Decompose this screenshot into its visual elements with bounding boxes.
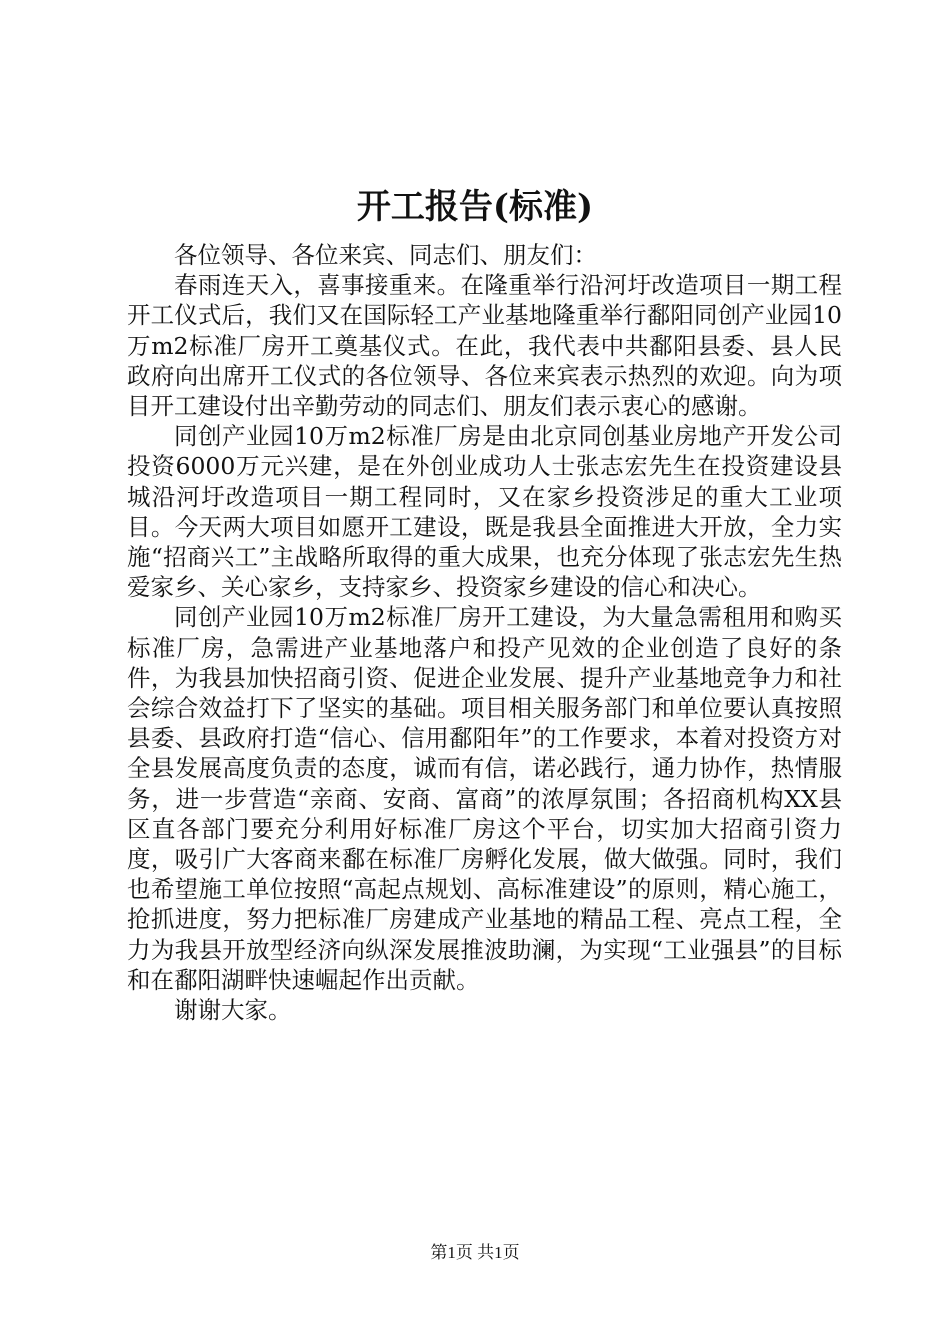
page-footer: 第1页 共1页 bbox=[430, 1243, 520, 1262]
salutation-paragraph: 各位领导、各位来宾、同志们、朋友们： bbox=[174, 241, 597, 269]
closing-paragraph: 谢谢大家。 bbox=[174, 996, 292, 1025]
body-paragraph: 同创产业园10万m2标准厂房是由北京同创基业房地产开发公司投资6000万元兴建，是在外创业成功人士张志宏先生在投资建设县城沿河圩改造项目一期工程同时，又在家乡投资涉足的重大工业项目。今天两大项目如愿开工建设，既是我县全面推进大开放，全力实施“招商兴工”主战略所取得的重大成果，也充分体现了张志宏先生热爱家乡、关心家乡，支持家乡、投资家乡建设的信心和决心。 bbox=[127, 422, 842, 602]
body-paragraph: 春雨连天入，喜事接重来。在隆重举行沿河圩改造项目一期工程开工仪式后，我们又在国际轻工产业基地隆重举行鄱阳同创产业园10万m2标准厂房开工奠基仪式。在此，我代表中共鄱阳县委、县人民政府向出席开工仪式的各位领导、各位来宾表示热烈的欢迎。向为项目开工建设付出辛勤劳动的同志们、朋友们表示衷心的感谢。 bbox=[127, 271, 842, 421]
document-body bbox=[127, 240, 842, 1025]
document-title: 开工报告(标准) bbox=[356, 187, 594, 227]
body-paragraph: 同创产业园10万m2标准厂房开工建设，为大量急需租用和购买标准厂房，急需进产业基地落户和投产见效的企业创造了良好的条件，为我县加快招商引资、促进企业发展、提升产业基地竞争力和社会综合效益打下了坚实的基础。项目相关服务部门和单位要认真按照县委、县政府打造“信心、信用鄱阳年”的工作要求，本着对投资方对全县发展高度负责的态度，诚而有信，诺必践行，通力协作，热情服务，进一步营造“亲商、安商、富商”的浓厚氛围；各招商机构XX县区直各部门要充分利用好标准厂房这个平台，切实加大招商引资力度，吸引广大客商来鄱在标准厂房孵化发展，做大做强。同时，我们也希望施工单位按照“高起点规划、高标准建设”的原则，精心施工，抢抓进度，努力把标准厂房建成产业基地的精品工程、亮点工程，全力为我县开放型经济向纵深发展推波助澜，为实现“工业强县”的目标和在鄱阳湖畔快速崛起作出贡献。 bbox=[127, 603, 842, 994]
